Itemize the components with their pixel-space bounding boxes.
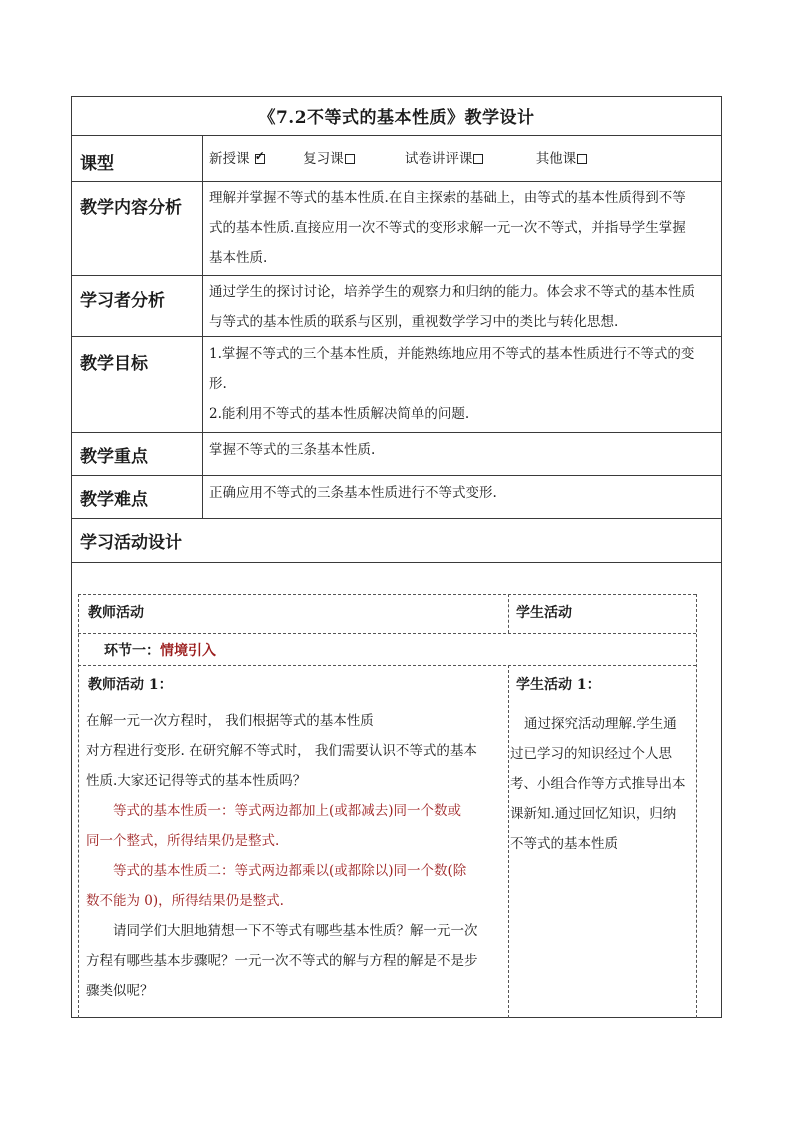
row-divider	[72, 518, 721, 519]
learner-analysis-label: 学习者分析	[80, 291, 165, 311]
lesson-type-label: 课型	[80, 154, 114, 174]
checked-box-icon[interactable]	[255, 154, 265, 164]
objectives-text: 1.掌握不等式的三个基本性质，并能熟练地应用不等式的基本性质进行不等式的变 形. 2.能利用不等式的基本性质解决简单的问题.	[209, 346, 695, 422]
document-title: 《7.2不等式的基本性质》教学设计	[258, 108, 535, 128]
section-heading: 环节一：情境引入	[104, 643, 216, 659]
teacher-activity-header: 教师活动	[88, 605, 144, 621]
student-activity-text: 通过探究活动理解.学生通 过已学习的知识经过个人思 考、小组合作等方式推导出本 课新知.通过回忆知识，归纳 不等式的基本性质	[510, 716, 686, 852]
dashed-divider	[78, 594, 79, 1018]
learner-analysis-text: 通过学生的探讨讨论，培养学生的观察力和归纳的能力。体会求不等式的基本性质 与等式的基本性质的联系与区别，重视数学学习中的类比与转化思想.	[209, 284, 695, 330]
section-title: 情境引入	[160, 643, 216, 659]
row-divider	[72, 275, 721, 276]
lesson-type-option[interactable]: 试卷讲评课	[405, 147, 484, 167]
student-activity-header: 学生活动	[516, 605, 572, 621]
column-divider	[202, 135, 203, 518]
lesson-type-options	[209, 147, 587, 167]
teacher-activity-text: 在解一元一次方程时， 我们根据等式的基本性质 对方程进行变形. 在研究解不等式时， 我们需要认识不等式的基本 性质.大家还记得等式的基本性质吗？ 等式的基本性质一：等式两边都加上(或都减去)同一个数或 同一个整式，所得结果仍是整式. 等式的基本性质二：等式两边都乘以(或都除以)同一个数(除 数不能为 0)，所得结果仍是整式. 请同学们大胆地猜想一下不等式有哪些基本性质？解一元一次 方程有哪些基本步骤呢？一元一次不等式的解与方程的解是不是步 骤类似呢？	[86, 713, 478, 999]
teacher-activity-1-header: 教师活动 1：	[88, 677, 173, 693]
difficulties-label: 教学难点	[80, 490, 148, 510]
dashed-divider	[508, 665, 509, 1018]
row-divider	[72, 562, 721, 563]
content-analysis-label: 教学内容分析	[80, 198, 182, 218]
lesson-type-option[interactable]: 其他课	[536, 147, 588, 167]
lesson-type-option[interactable]: 复习课	[303, 147, 355, 167]
checkbox-icon[interactable]	[473, 154, 483, 164]
key-points-label: 教学重点	[80, 447, 148, 467]
key-points-text: 掌握不等式的三条基本性质.	[209, 442, 376, 458]
row-divider	[72, 135, 721, 136]
checkbox-icon[interactable]	[577, 154, 587, 164]
dashed-divider	[78, 665, 696, 666]
content-analysis-text: 理解并掌握不等式的基本性质.在自主探索的基础上，由等式的基本性质得到不等 式的基本性质.直接应用一次不等式的变形求解一元一次不等式，并指导学生掌握 基本性质.	[209, 190, 686, 266]
difficulties-text: 正确应用不等式的三条基本性质进行不等式变形.	[209, 485, 497, 501]
dashed-divider	[78, 633, 696, 634]
lesson-plan-table	[71, 96, 722, 1018]
student-activity-1-header: 学生活动 1：	[516, 677, 601, 693]
row-divider	[72, 475, 721, 476]
lesson-type-option[interactable]: 新授课 ✓	[209, 147, 265, 167]
row-divider	[72, 181, 721, 182]
dashed-divider	[508, 594, 509, 633]
checkbox-icon[interactable]	[345, 154, 355, 164]
activity-design-label: 学习活动设计	[80, 533, 182, 553]
row-divider	[72, 432, 721, 433]
objectives-label: 教学目标	[80, 354, 148, 374]
dashed-divider	[78, 594, 696, 595]
dashed-divider	[696, 594, 697, 1018]
